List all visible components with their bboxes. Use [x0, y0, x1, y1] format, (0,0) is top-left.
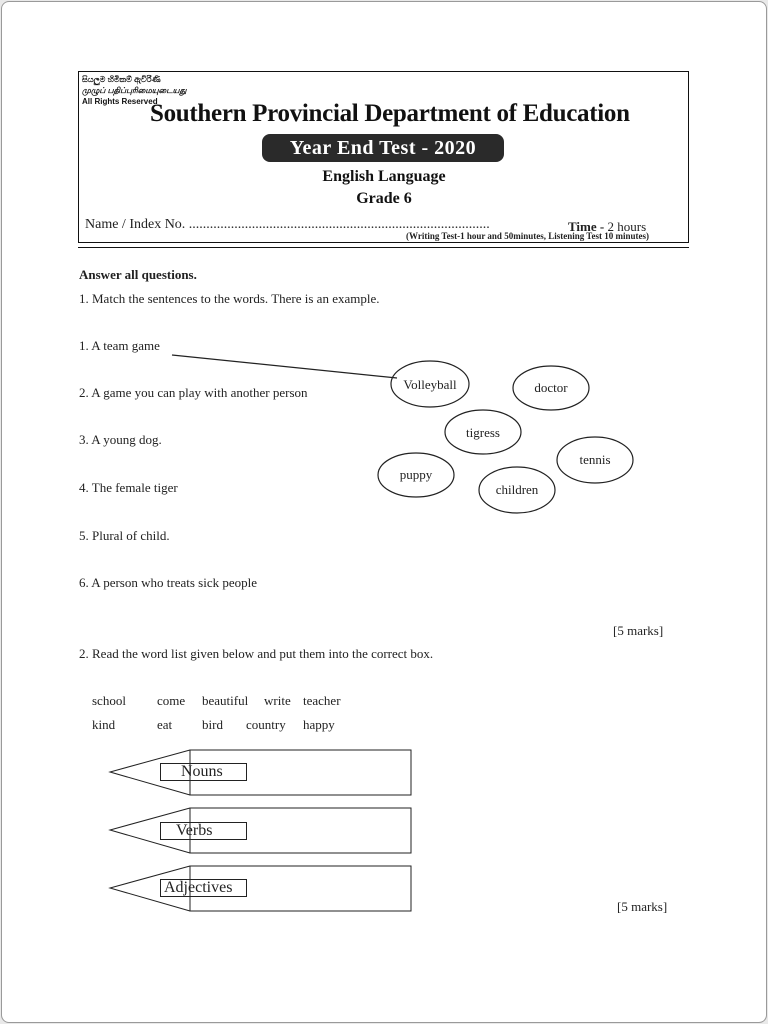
- word-children: children: [495, 482, 539, 497]
- q1-sentence-4: 4. The female tiger: [79, 480, 178, 495]
- pencil-nouns: [110, 750, 411, 795]
- word-tennis: tennis: [579, 452, 611, 467]
- q1-sentence-5: 5. Plural of child.: [79, 528, 170, 543]
- department-title: Southern Provincial Department of Education: [150, 100, 630, 127]
- box-label-nouns: Nouns: [160, 763, 247, 781]
- test-title-badge: Year End Test - 2020: [262, 134, 504, 162]
- name-index-field: Name / Index No. ......................................................................................: [85, 217, 490, 232]
- q1-sentence-3: 3. A young dog.: [79, 432, 162, 447]
- word-come: come: [157, 693, 186, 708]
- pencil-verbs: [110, 808, 411, 853]
- q1-sentence-1: 1. A team game: [79, 338, 160, 353]
- q1-prompt: 1. Match the sentences to the words. There is an example.: [79, 291, 380, 306]
- time-note: (Writing Test-1 hour and 50minutes, Listening Test 10 minutes): [406, 231, 649, 241]
- time-label: Time -: [568, 219, 608, 234]
- q2-marks: [5 marks]: [617, 899, 668, 914]
- word-happy: happy: [303, 717, 335, 732]
- word-doctor: doctor: [534, 380, 568, 395]
- q1-marks: [5 marks]: [613, 623, 664, 638]
- grade-title: Grade 6: [356, 190, 412, 207]
- word-teacher: teacher: [303, 693, 341, 708]
- tamil-rights-text: முழுப் பதிப்புரிமையுடையது: [82, 86, 187, 95]
- time-value: 2 hours: [607, 219, 647, 234]
- q1-sentence-6: 6. A person who treats sick people: [79, 575, 257, 590]
- word-country: country: [246, 717, 286, 732]
- q1-sentence-2: 2. A game you can play with another person: [79, 385, 308, 400]
- pencil-adjectives: [110, 866, 411, 911]
- answer-all-instruction: Answer all questions.: [79, 267, 197, 282]
- word-volleyball: Volleyball: [403, 377, 457, 392]
- word-write: write: [264, 693, 291, 708]
- word-kind: kind: [92, 717, 116, 732]
- all-rights-reserved: All Rights Reserved: [82, 97, 158, 106]
- box-label-adjectives: Adjectives: [160, 879, 247, 897]
- word-bird: bird: [202, 717, 223, 732]
- word-puppy: puppy: [399, 467, 433, 482]
- q2-prompt: 2. Read the word list given below and put them into the correct box.: [79, 646, 434, 661]
- box-label-verbs: Verbs: [160, 822, 247, 840]
- word-tigress: tigress: [466, 425, 500, 440]
- subject-title: English Language: [322, 168, 446, 185]
- sinhala-rights-text: සියලුම හිමිකම් ඇවිරිණි: [82, 75, 161, 84]
- word-eat: eat: [157, 717, 173, 732]
- word-school: school: [92, 693, 126, 708]
- example-match-line: [172, 355, 397, 378]
- word-beautiful: beautiful: [202, 693, 249, 708]
